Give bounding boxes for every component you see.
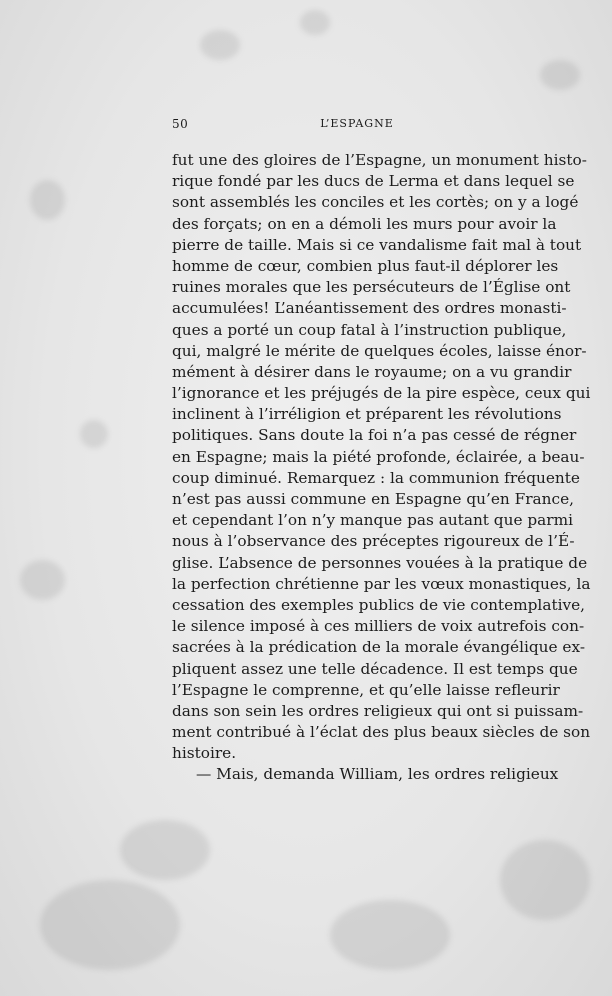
text-line: l’Espagne le comprenne, et qu’elle laisse refleurir (172, 680, 560, 699)
text-line: sacrées à la prédication de la morale évangélique ex- (172, 638, 585, 657)
text-line: qui, malgré le mérite de quelques écoles, laisse énor- (172, 341, 587, 360)
running-title: L’ESPAGNE (320, 117, 394, 130)
text-line: homme de cœur, combien plus faut-il déplorer les (172, 256, 559, 275)
text-line: sont assemblés les conciles et les cortès; on y a logé (172, 193, 579, 212)
text-line: dans son sein les ordres religieux qui ont si puissam- (172, 701, 584, 720)
text-line: accumulées! L’anéantissement des ordres monasti- (172, 299, 567, 318)
page-header (172, 117, 542, 137)
paper-stain (500, 840, 590, 920)
text-line: le silence imposé à ces milliers de voix autrefois con- (172, 617, 585, 636)
text-line: politiques. Sans doute la foi n’a pas cessé de régner (172, 426, 577, 445)
paper-stain (300, 10, 330, 35)
text-line: l’ignorance et les préjugés de la pire espèce, ceux qui (172, 384, 591, 403)
text-line: — Mais, demanda William, les ordres religieux (196, 765, 559, 784)
paper-stain (40, 880, 180, 970)
paper-stain (200, 30, 240, 60)
text-line: coup diminué. Remarquez : la communion fréquente (172, 468, 580, 487)
body-text (172, 150, 591, 786)
text-line: pliquent assez une telle décadence. Il est temps que (172, 659, 578, 678)
text-line: cessation des exemples publics de vie contemplative, (172, 595, 586, 614)
text-line: mément à désirer dans le royaume; on a vu grandir (172, 362, 572, 381)
text-line: des forçats; on en a démoli les murs pour avoir la (172, 214, 557, 233)
text-line: histoire. (172, 744, 237, 763)
paper-stain (120, 820, 210, 880)
paper-stain (330, 900, 450, 970)
text-line: ment contribué à l’éclat des plus beaux siècles de son (172, 723, 591, 742)
page-number: 50 (172, 117, 189, 131)
text-line: nous à l’observance des préceptes rigoureux de l’É- (172, 532, 575, 551)
paper-stain (30, 180, 65, 220)
text-line: ques a porté un coup fatal à l’instruction publique, (172, 320, 567, 339)
text-line: et cependant l’on n’y manque pas autant que parmi (172, 511, 573, 530)
text-line: rique fondé par les ducs de Lerma et dans lequel se (172, 172, 575, 191)
text-line: fut une des gloires de l’Espagne, un monument histo- (172, 151, 587, 169)
text-line: en Espagne; mais la piété profonde, éclairée, a beau- (172, 447, 585, 466)
text-line: n’est pas aussi commune en Espagne qu’en France, (172, 490, 574, 508)
text-line: inclinent à l’irréligion et préparent les révolutions (172, 405, 562, 424)
text-line: la perfection chrétienne par les vœux monastiques, la (172, 574, 591, 593)
text-line: pierre de taille. Mais si ce vandalisme fait mal à tout (172, 235, 582, 254)
paper-stain (540, 60, 580, 90)
text-line: glise. L’absence de personnes vouées à la pratique de (172, 553, 588, 572)
text-line: ruines morales que les persécuteurs de l’Église ont (172, 278, 571, 297)
paper-stain (20, 560, 65, 600)
paper-stain (80, 420, 108, 448)
